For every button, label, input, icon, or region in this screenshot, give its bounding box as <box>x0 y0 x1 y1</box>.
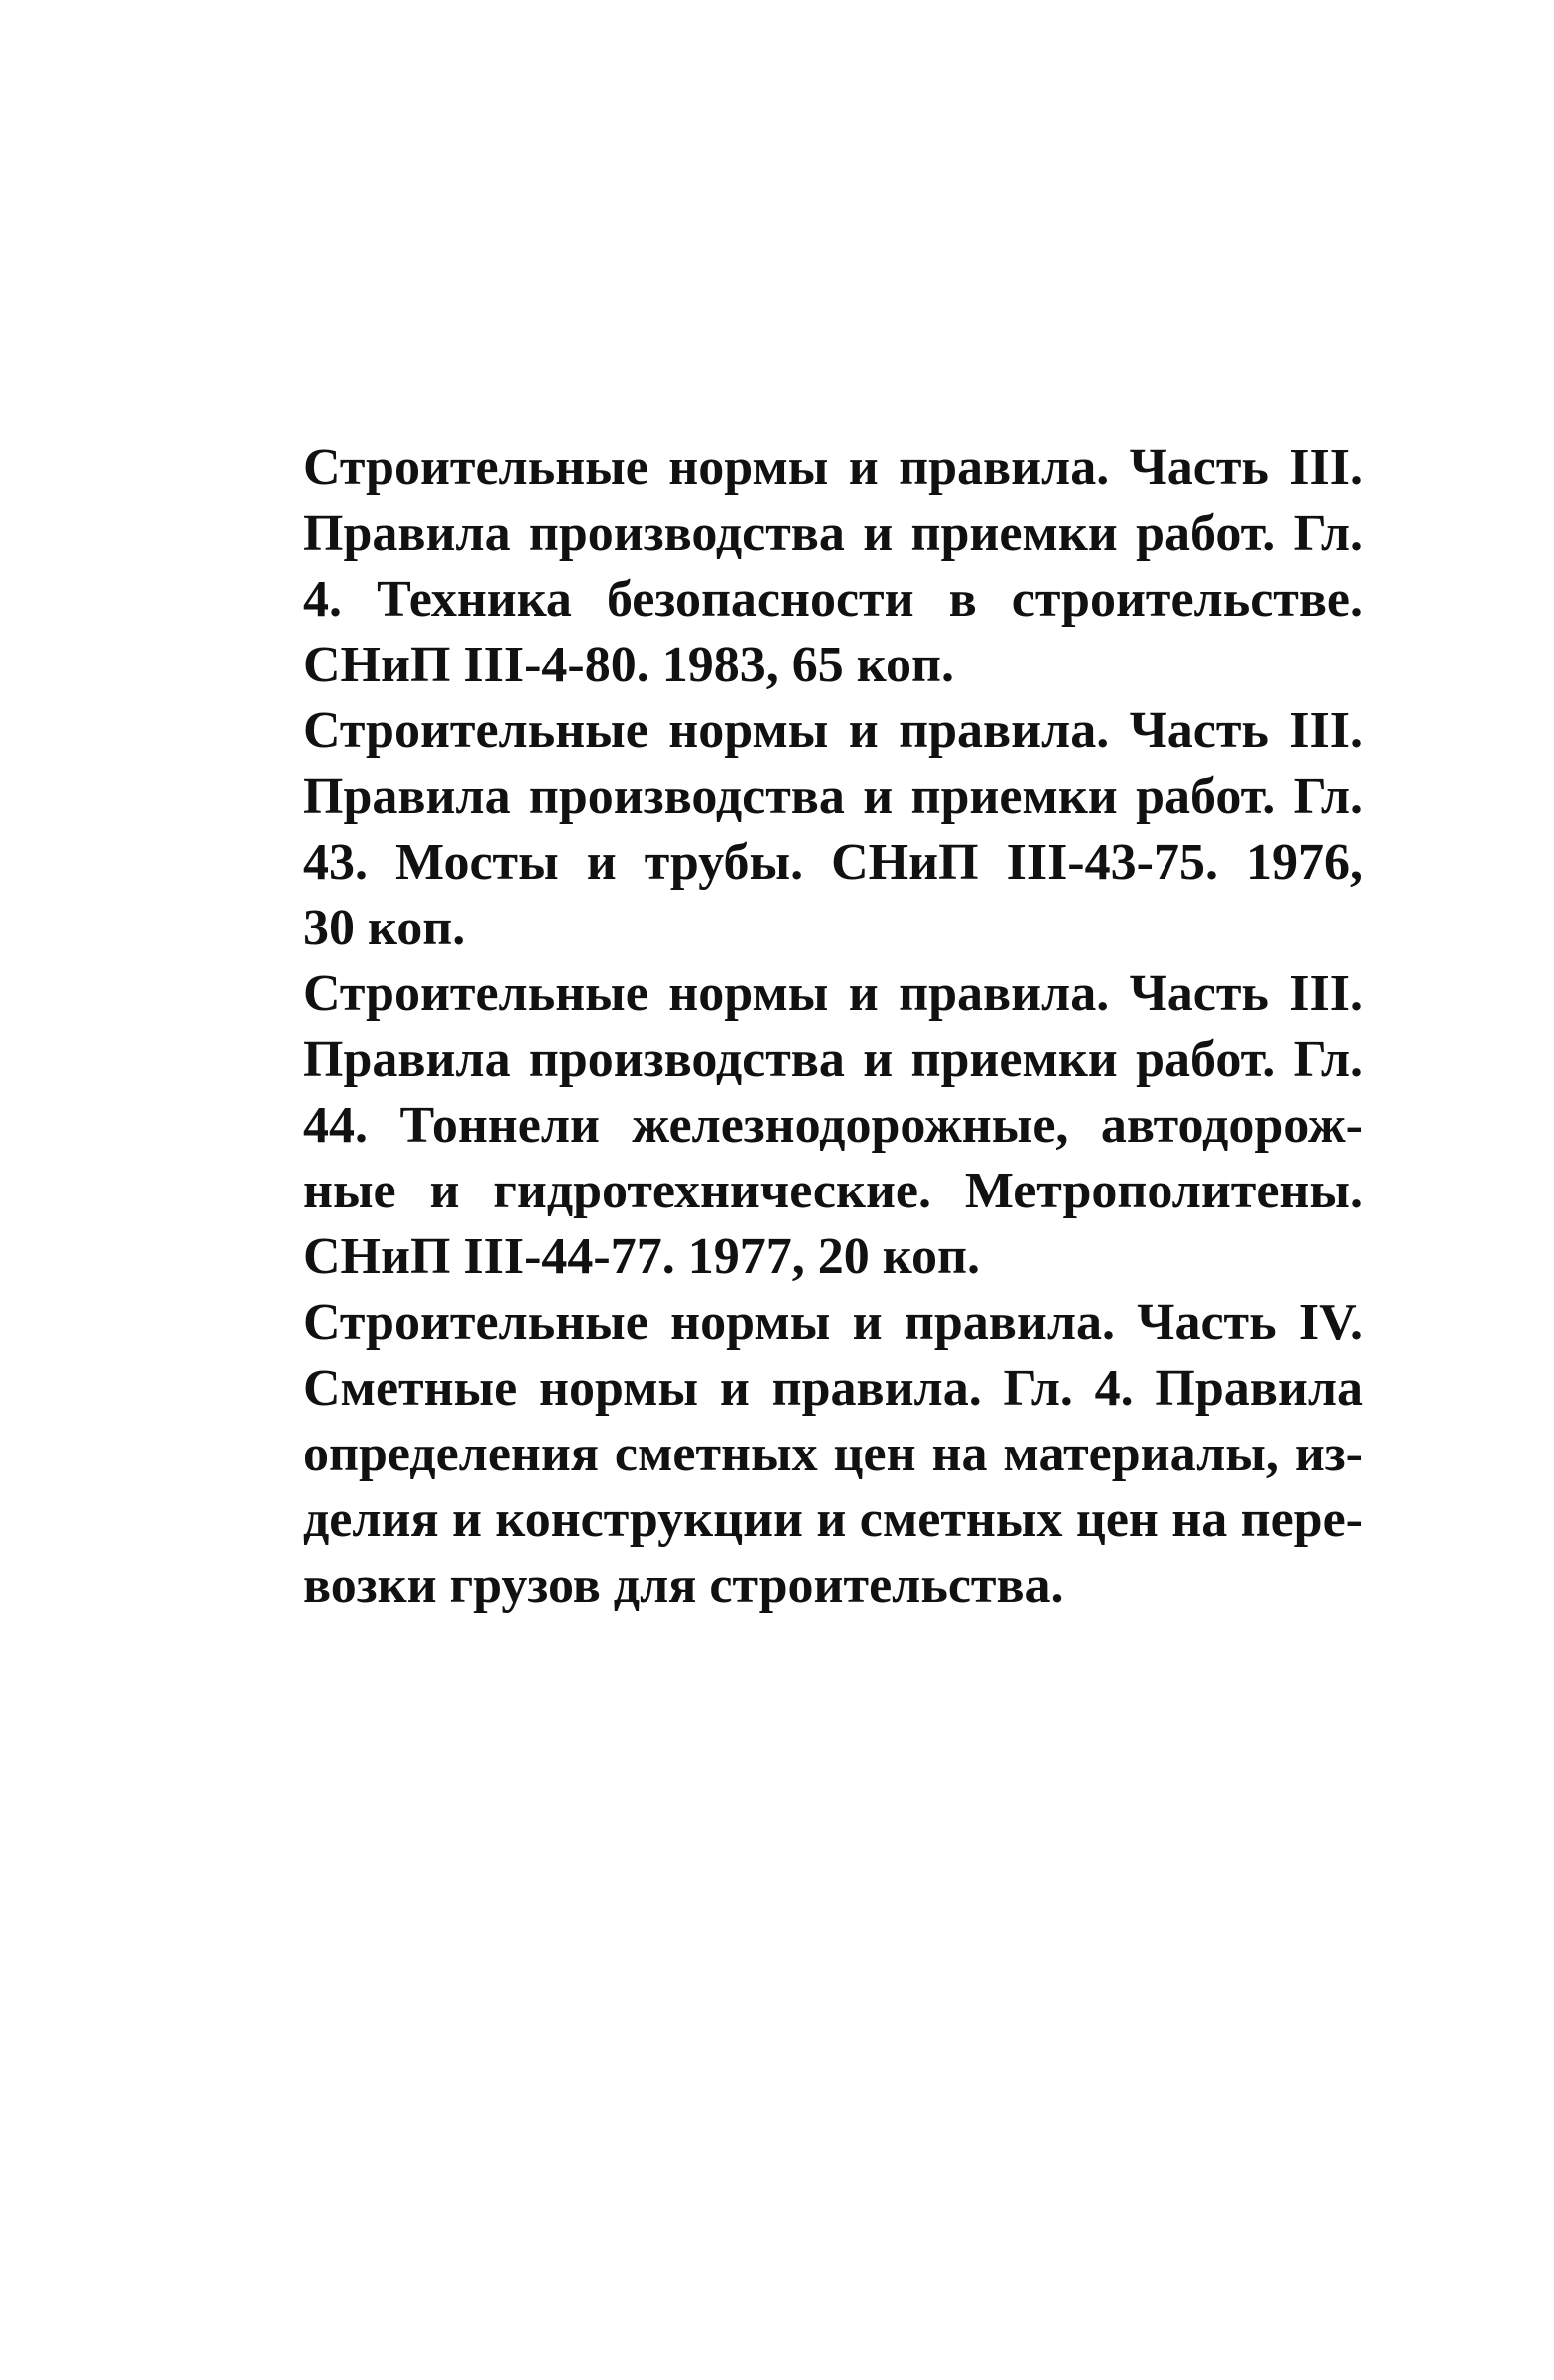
bibliography-entry <box>303 698 1363 961</box>
bibliography-entry <box>303 1290 1363 1619</box>
bibliography-list <box>303 435 1363 1619</box>
entry-line: Строительные нормы и правила. Часть III. <box>303 702 1363 759</box>
entry-line: 44. Тоннели железнодорожные, автодорож- <box>303 1097 1363 1154</box>
entry-line: Строительные нормы и правила. Часть IV. <box>303 1294 1363 1351</box>
entry-line: Правила производства и приемки работ. Гл. <box>303 768 1363 825</box>
entry-line: Строительные нормы и правила. Часть III. <box>303 965 1363 1022</box>
entry-line: Правила производства и приемки работ. Гл. <box>303 1031 1363 1088</box>
entry-line: Строительные нормы и правила. Часть III. <box>303 439 1363 496</box>
entry-line: определения сметных цен на материалы, из- <box>303 1426 1363 1482</box>
entry-line: СНиП III-4-80. 1983, 65 коп. <box>303 637 954 693</box>
entry-line: 30 коп. <box>303 900 466 956</box>
entry-line: делия и конструкции и сметных цен на пере- <box>303 1491 1363 1548</box>
entry-line: Правила производства и приемки работ. Гл. <box>303 505 1363 562</box>
entry-line: 4. Техника безопасности в строительстве. <box>303 571 1363 628</box>
bibliography-entry <box>303 435 1363 698</box>
entry-line: СНиП III-44-77. 1977, 20 коп. <box>303 1228 980 1285</box>
bibliography-entry <box>303 961 1363 1290</box>
entry-line: ные и гидротехнические. Метрополитены. <box>303 1163 1363 1219</box>
entry-line: возки грузов для строительства. <box>303 1557 1064 1614</box>
entry-line: 43. Мосты и трубы. СНиП III-43-75. 1976, <box>303 834 1363 891</box>
entry-line: Сметные нормы и правила. Гл. 4. Правила <box>303 1360 1363 1417</box>
